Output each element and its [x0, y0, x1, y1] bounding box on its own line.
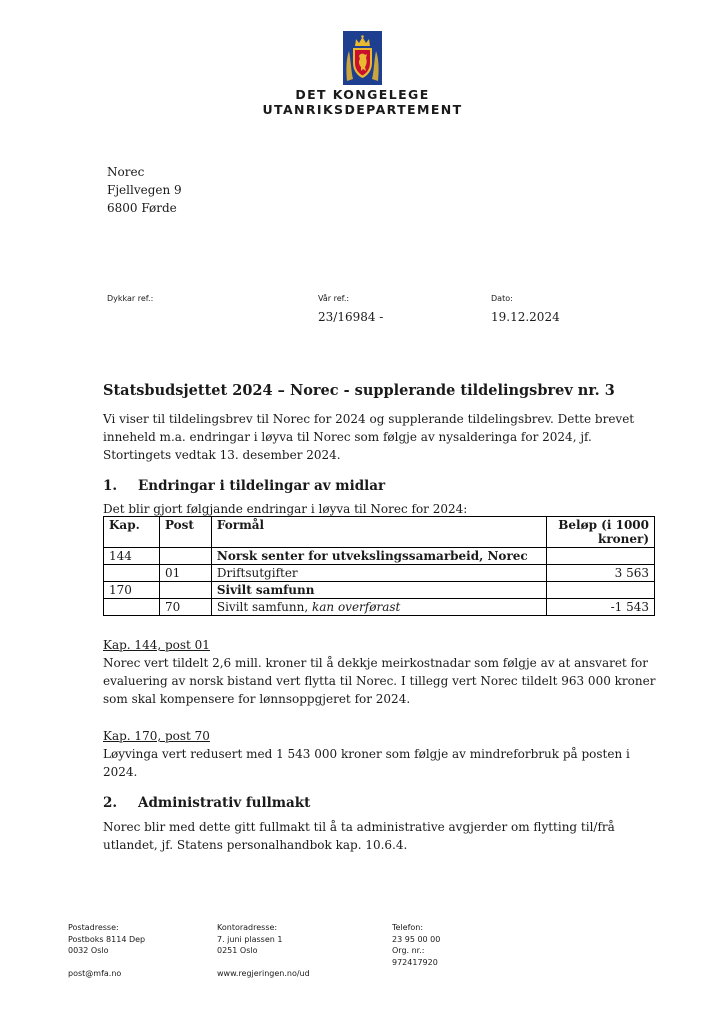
section-2-title: Administrativ fullmakt: [138, 795, 311, 811]
footer-office-line2: 0251 Oslo: [217, 946, 258, 955]
cell-formaal-italic: kan overførast: [311, 600, 401, 614]
royal-crest-logo: [343, 31, 382, 85]
section-1-heading: [103, 478, 385, 494]
footer-office-label: Kontoradresse:: [217, 923, 278, 932]
section-1-lead: Det blir gjort følgjande endringar i løyva til Norec for 2024:: [103, 502, 468, 516]
footer-postal-label: Postadresse:: [68, 923, 119, 932]
footer-org-value: 972417920: [392, 957, 438, 967]
table-header-row: [104, 517, 655, 548]
section-2-text: Norec blir med dette gitt fullmakt til å ta administrative avgjerder om flytting til/frå utlandet, jf. Statens personalhandbok kap. 10.6.4.: [103, 820, 615, 852]
cell-formaal: Sivilt samfunn: [211, 582, 546, 599]
cell-post: 70: [159, 599, 211, 616]
ministry-name: [200, 87, 525, 117]
ministry-name-line1: DET KONGELEGE: [295, 87, 430, 102]
footer-postal-line2: 0032 Oslo: [68, 946, 109, 955]
cell-formaal: [211, 599, 546, 616]
recipient-address: [107, 163, 182, 217]
our-ref-value: 23/16984 -: [318, 310, 384, 324]
table-row: [104, 565, 655, 582]
footer-postal-line1: Postboks 8114 Dep: [68, 934, 146, 944]
your-ref-label: Dykkar ref.:: [107, 294, 154, 303]
ministry-name-line2: UTANRIKSDEPARTEMENT: [262, 102, 463, 117]
footer-postal: [68, 922, 145, 980]
cell-kap: 144: [104, 548, 160, 565]
table-row: [104, 599, 655, 616]
date-label: Dato:: [491, 294, 513, 303]
section-2-heading: [103, 795, 310, 811]
cell-belop: 3 563: [547, 565, 655, 582]
cell-kap: [104, 565, 160, 582]
cell-formaal: Norsk senter for utvekslingssamarbeid, Norec: [211, 548, 546, 565]
table-row: [104, 548, 655, 565]
footer-office: [217, 922, 310, 980]
section-1-title: Endringar i tildelingar av midlar: [138, 478, 386, 494]
cell-formaal: Driftsutgifter: [211, 565, 546, 582]
footer-phone-value: 23 95 00 00: [392, 934, 441, 944]
kap144-title: Kap. 144, post 01: [103, 638, 210, 652]
section-1-number: 1.: [103, 478, 118, 494]
table-row: [104, 582, 655, 599]
our-ref-label: Vår ref.:: [318, 294, 350, 303]
footer-website[interactable]: www.regjeringen.no/ud: [217, 969, 310, 978]
date-value: 19.12.2024: [491, 310, 560, 324]
footer-office-line1: 7. juni plassen 1: [217, 934, 283, 944]
footer-contact: [392, 922, 440, 968]
cell-kap: [104, 599, 160, 616]
header-formaal: Formål: [211, 517, 546, 548]
cell-belop: [547, 582, 655, 599]
cell-post: 01: [159, 565, 211, 582]
footer-org-label: Org. nr.:: [392, 946, 425, 955]
recipient-name: Norec: [107, 165, 145, 179]
kap170-title: Kap. 170, post 70: [103, 729, 210, 743]
kap144-text: Norec vert tildelt 2,6 mill. kroner til å dekkje meirkostnadar som følgje av at ansvaret for evaluering av norsk bistand vert flytta til Norec. I tillegg vert Norec tildelt 963 000 kroner som skal kompensere for lønnsoppgjeret for 2024.: [103, 656, 656, 706]
budget-table: [103, 516, 655, 616]
footer-phone-label: Telefon:: [392, 923, 424, 932]
section-2-number: 2.: [103, 795, 118, 811]
cell-post: [159, 582, 211, 599]
recipient-street: Fjellvegen 9: [107, 183, 182, 197]
document-title: Statsbudsjettet 2024 – Norec - supplerande tildelingsbrev nr. 3: [103, 382, 615, 399]
recipient-postcode-city: 6800 Førde: [107, 201, 177, 215]
cell-post: [159, 548, 211, 565]
footer-email[interactable]: post@mfa.no: [68, 969, 122, 978]
kap170-text: Løyvinga vert redusert med 1 543 000 kroner som følgje av mindreforbruk på posten i 2024.: [103, 747, 630, 779]
intro-paragraph: Vi viser til tildelingsbrev til Norec for 2024 og supplerande tildelingsbrev. Dette brevet inneheld m.a. endringar i løyva til Norec som følgje av nysalderinga for 2024, jf. Stortingets vedtak 13. desember 2024.: [103, 412, 635, 462]
cell-belop: [547, 548, 655, 565]
header-belop: Beløp (i 1000 kroner): [547, 517, 655, 548]
header-post: Post: [159, 517, 211, 548]
cell-formaal-text: Sivilt samfunn,: [216, 600, 312, 614]
cell-kap: 170: [104, 582, 160, 599]
cell-belop: -1 543: [547, 599, 655, 616]
header-kap: Kap.: [104, 517, 160, 548]
